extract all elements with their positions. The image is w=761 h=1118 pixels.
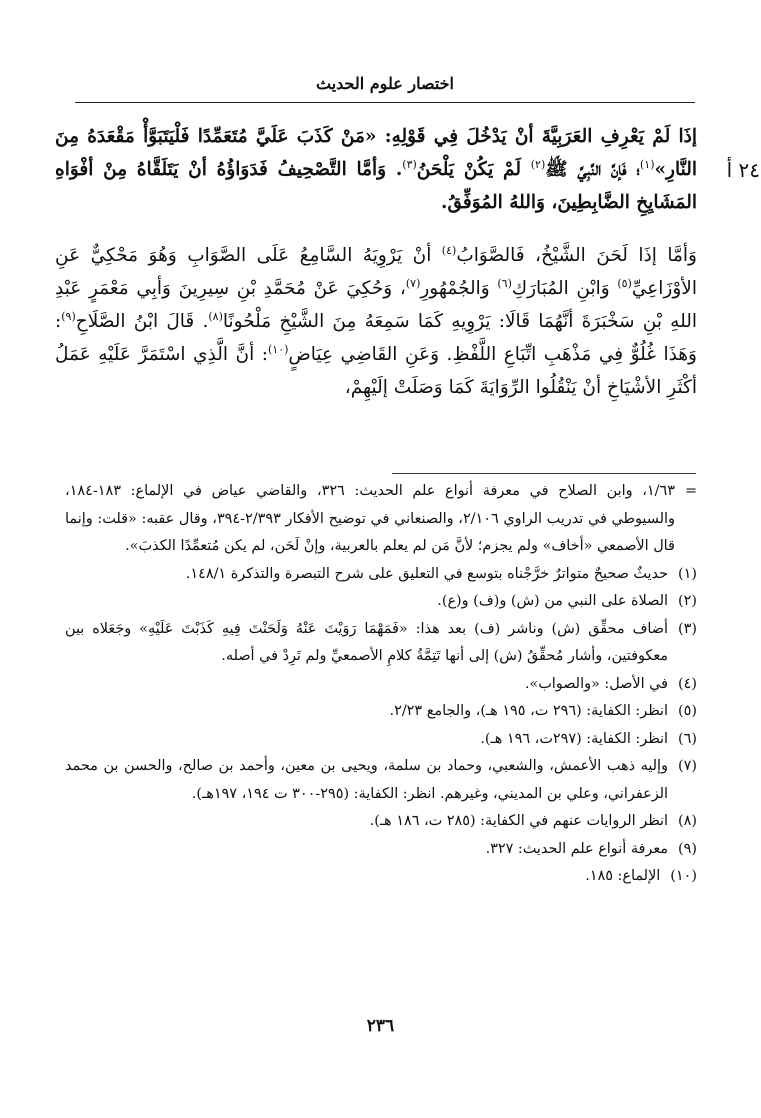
- footnote-9: [65, 836, 697, 864]
- footnote-ref-8: (٨): [208, 309, 223, 323]
- hadith-quote: «مَنْ كَذَبَ عَلَيَّ مُتَعَمِّدًا فَلْيَتَبَوَّأْ مَقْعَدَهُ مِنَ النَّارِ»: [55, 126, 697, 180]
- footnote-ref-6: (٦): [497, 276, 512, 290]
- footnote-ref-7: (٧): [405, 276, 421, 290]
- footnote-ref-3: (٣): [402, 157, 417, 171]
- paragraph-2: [55, 239, 697, 404]
- footnote-text: حديثٌ صحيحٌ متواترٌ خرَّجْناه بتوسع في التعليق على شرح التبصرة والتذكرة ١٤٨/١.: [185, 565, 669, 582]
- p2-text-2: أنْ يَرْوِيَهُ السَّامِعُ عَلَى الصَّوَابِ وَهُوَ مَحْكِيٌّ عَنِ الأوْزَاعِيِّ: [55, 245, 697, 299]
- footnote-number: (٦): [678, 730, 697, 747]
- p2-text-3: وَابْنِ المُبَارَكِ: [511, 278, 618, 299]
- p1-text-1: إذَا لَمْ يَعْرِفِ العَرَبِيَّةَ أنْ يَدْخُلَ فِي قَوْلِهِ:: [376, 126, 698, 147]
- footnote-4: [65, 671, 697, 699]
- footnote-5: [65, 698, 697, 726]
- footnote-number: (٣): [678, 620, 697, 637]
- footnote-ref-10: (١٠): [268, 342, 289, 356]
- footnote-ref-1: (١): [639, 157, 655, 171]
- footnote-ref-4: (٤): [441, 243, 457, 257]
- page-number: ٢٣٦: [366, 1016, 395, 1036]
- continuation-marker: =: [684, 483, 697, 499]
- p1-text-2: ؛ فَإنَّ النَّبِيَّ ﷺ: [545, 159, 640, 180]
- footnote-text: معرفة أنواع علم الحديث: ٣٢٧.: [485, 840, 669, 857]
- footnote-number: (١٠): [670, 868, 697, 884]
- main-text: [55, 120, 697, 404]
- footnote-3: [65, 616, 697, 671]
- page-header: [75, 62, 695, 103]
- running-title: اختصار علوم الحديث: [315, 74, 454, 93]
- footnote-number: (٤): [678, 675, 697, 692]
- footnote-ref-9: (٩): [61, 309, 76, 323]
- footnote-text: انظر: الكفاية: (٢٩٦ ت، ١٩٥ هـ)، والجامع ٢/٢٣.: [389, 703, 669, 719]
- footnote-6: [65, 726, 697, 754]
- footnote-separator: [392, 473, 696, 474]
- footnote-10: [65, 863, 697, 891]
- p2-text-6: . قَالَ ابْنُ الصَّلَاحِ: [75, 311, 209, 332]
- p1-text-4: . وَأمَّا التَّصْحِيفُ فَدَوَاؤُهُ أنْ يَتَلَقَّاهُ مِنْ أفْوَاهِ المَشَايِخِ الضَّابِطِينَ، وَاللهُ المُوَفِّقُ.: [55, 159, 697, 213]
- p2-text-5: ، وَحُكِيَ عَنْ مُحَمَّدِ بْنِ سِيرِينَ وَأبِي مَعْمَرٍ عَبْدِ اللهِ بْنِ سَخْبَرَةَ أنَّهُمَا قَالَا: يَرْوِيهِ كَمَا سَمِعَهُ مِنَ الشَّيْخِ مَلْحُونًا: [55, 278, 697, 332]
- footnote-ref-2: (٢): [530, 157, 546, 171]
- manuscript-folio-marker: ٢٤ أ: [726, 158, 760, 182]
- footnote-number: (٢): [678, 593, 697, 609]
- footnote-number: (٩): [678, 840, 697, 857]
- footnote-text: وإليه ذهب الأعمش، والشعبي، وحماد بن سلمة، ويحيى بن معين، وأحمد بن صالح، والحسن بن محمد الزعفراني، وعلي بن المديني، وغيرهم. انظر: الكفاية: (٢٩٥-٣٠٠ ت ١٩٤، ١٩٧هـ).: [65, 758, 669, 802]
- footnote-text: أضاف محقِّق (ش) وناشر (ف) بعد هذا: «فَمَهْمَا رَوَيْتَ عَنْهُ وَلَحَنْتَ فِيهِ كَذَبْتَ عَلَيْهِ» وجَعَلاه بين معكوفتين، وأشار مُحقِّقُ (ش) إلى أنها تَتِمَّةُ كلامِ الأصمعيِّ ولم تَرِدْ في أصله.: [65, 620, 669, 664]
- p2-text-8: : أنَّ الَّذِي اسْتَمَرَّ عَلَيْهِ عَمَلُ أكْثَرِ الأشْيَاخِ أنْ يَنْقُلُوا الرِّوَايَةَ كَمَا وَصَلَتْ إلَيْهِمْ،: [55, 344, 697, 398]
- p1-text-3: لَمْ يَكُنْ يَلْحَنُ: [416, 159, 531, 180]
- footnote-number: (٨): [678, 813, 697, 829]
- footnote-continuation: [65, 478, 697, 561]
- footnote-number: (١): [678, 565, 697, 582]
- footnote-text: الإلماع: ١٨٥.: [585, 868, 661, 884]
- continuation-text: ١/٦٣، وابن الصلاح في معرفة أنواع علم الحديث: ٣٢٦، والقاضي عياض في الإلماع: ١٨٣-١٨٤، والسيوطي في تدريب الراوي ٢/١٠٦، والصنعاني في توضيح الأفكار ٢/٣٩٣-٣٩٤، وقال عقبه: «قلت: وإنما قال الأصمعي «أخاف» ولم يجزم؛ لأنَّ مَن لم يعلم بالعربية، وإنْ لَحَن، لم يكن مُتعمِّدًا الكذبَ».: [65, 483, 675, 554]
- footnote-text: الصلاة على النبي من (ش) و(ف) و(ع).: [437, 593, 669, 609]
- footnote-text: انظر: الكفاية: (٢٩٧ت، ١٩٦ هـ).: [480, 730, 669, 747]
- footnote-text: في الأصل: «والصواب».: [524, 675, 669, 692]
- footnote-7: [65, 753, 697, 808]
- footnote-ref-5: (٥): [617, 276, 632, 290]
- footnote-8: [65, 808, 697, 836]
- footnote-1: [65, 561, 697, 589]
- footnote-2: [65, 588, 697, 616]
- p2-text-7: : وَهَذَا غُلُوٌّ فِي مَذْهَبِ اتِّبَاعِ اللَّفْظِ. وَعَنِ القَاضِي عِيَاضٍ: [55, 311, 697, 365]
- footnote-text: انظر الروايات عنهم في الكفاية: (٢٨٥ ت، ١٨٦ هـ).: [369, 813, 669, 829]
- footnotes: [65, 478, 697, 891]
- p2-text-4: وَالجُمْهُورِ: [420, 278, 498, 299]
- paragraph-1: [55, 120, 697, 219]
- footnote-number: (٥): [678, 703, 697, 719]
- footnote-number: (٧): [678, 758, 697, 774]
- p2-text-1: وَأمَّا إذَا لَحَنَ الشَّيْخُ، فَالصَّوَابُ: [456, 245, 697, 266]
